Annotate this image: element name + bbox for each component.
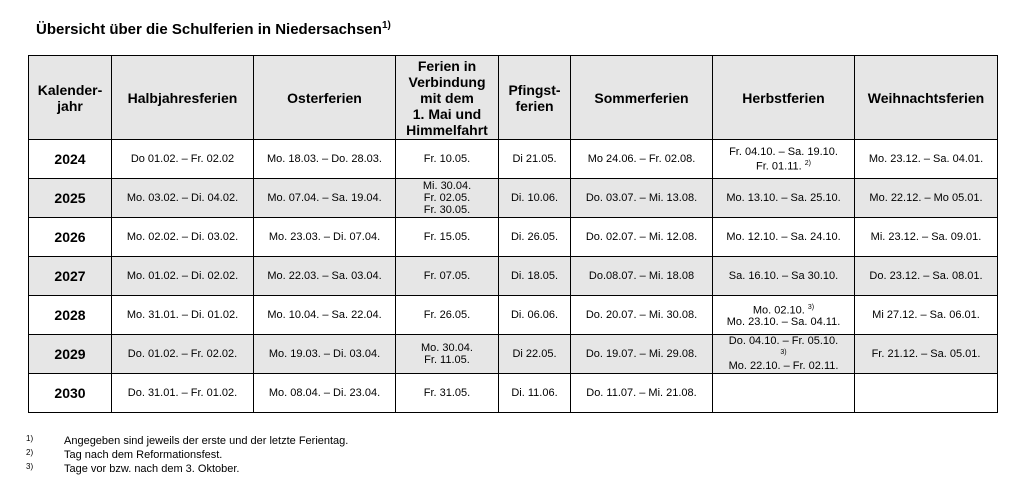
year-cell (29, 218, 112, 257)
date-line: Di 21.05. (512, 153, 557, 165)
date-line: Mo 24.06. – Fr. 02.08. (587, 153, 696, 165)
ostern-cell (254, 179, 396, 218)
pfingsten-cell (499, 374, 571, 413)
pfingsten-cell (499, 218, 571, 257)
page-title (36, 20, 391, 38)
mai-cell (396, 179, 499, 218)
date-line: Di 22.05. (512, 348, 557, 360)
date-line: Do. 11.07. – Mi. 21.08. (586, 387, 697, 399)
date-text: Mo. 22.10. – Fr. 02.11. (728, 360, 839, 373)
date-line: Mo. 02.02. – Di. 03.02. (126, 231, 239, 243)
date-line: Mo. 01.02. – Di. 02.02. (126, 270, 239, 282)
footnote-ref: 3) (780, 348, 787, 356)
weihnachten-cell (855, 218, 998, 257)
date-line: Fr. 11.05. (424, 354, 470, 366)
sommer-cell (571, 140, 713, 179)
footnote (26, 448, 348, 462)
herbst-cell (713, 335, 855, 374)
date-line: Mo. 22.12. – Mo 05.01. (869, 192, 983, 204)
footnote-ref: 3) (807, 303, 815, 311)
date-text: Mo. 12.10. – Sa. 24.10. (726, 231, 841, 243)
date-line: Mo. 03.02. – Di. 04.02. (126, 192, 239, 204)
date-text: Mo. 13.10. – Sa. 25.10. (726, 192, 841, 204)
herbst-cell (713, 179, 855, 218)
weihnachten-cell (855, 179, 998, 218)
sommer-cell (571, 257, 713, 296)
col-osterferien-header (254, 56, 396, 140)
col-halbjahresferien-header (112, 56, 254, 140)
header-label-line: Sommerferien (594, 89, 689, 106)
date-line: Di. 10.06. (510, 192, 559, 204)
date-line: Mi. 23.12. – Sa. 09.01. (870, 231, 982, 243)
pfingsten-cell (499, 179, 571, 218)
year-value: 2027 (54, 268, 86, 284)
footnotes (26, 434, 348, 476)
date-line: Do. 31.01. – Fr. 01.02. (127, 387, 238, 399)
footnote-mark: 2) (26, 448, 34, 457)
date-line: Do. 20.07. – Mi. 30.08. (585, 309, 698, 321)
date-line: Mo. 08.04. – Di. 23.04. (268, 387, 381, 399)
year-value: 2026 (54, 229, 86, 245)
table-body (29, 140, 998, 413)
col-pfingstferien-header (499, 56, 571, 140)
sommer-cell (571, 296, 713, 335)
date-line: Mo. 23.03. – Di. 07.04. (268, 231, 381, 243)
date-line (715, 361, 852, 372)
footnote (26, 462, 348, 476)
sommer-cell (571, 374, 713, 413)
date-text: Mo. 02.10. (752, 304, 805, 317)
table-row (29, 179, 998, 218)
header-label-line: Osterferien (287, 89, 362, 106)
mai-cell (396, 335, 499, 374)
title-footnote-mark: 1) (381, 20, 391, 31)
col-herbstferien-header (713, 56, 855, 140)
ostern-cell (254, 257, 396, 296)
title-text: Übersicht über die Schulferien in Niedersachsen (36, 21, 382, 38)
col-mai-himmelfahrt-header (396, 56, 499, 140)
header-label-line: Kalender- (37, 81, 103, 98)
footnote (26, 434, 348, 448)
header-label-line: Verbindung (408, 73, 486, 90)
sommer-cell (571, 335, 713, 374)
table-row (29, 257, 998, 296)
date-line: Fr. 10.05. (423, 153, 471, 165)
header-label-line: Weihnachtsferien (867, 89, 985, 106)
year-value: 2029 (54, 346, 86, 362)
ostern-cell (254, 296, 396, 335)
date-line (715, 302, 852, 317)
date-line (715, 146, 852, 158)
footnote-mark: 1) (26, 434, 34, 443)
footnote-text: Tag nach dem Reformationsfest. (64, 449, 223, 461)
date-text: Sa. 16.10. – Sa 30.10. (728, 270, 839, 282)
date-line: Di. 26.05. (510, 231, 559, 243)
col-sommerferien-header (571, 56, 713, 140)
weihnachten-cell (855, 335, 998, 374)
year-cell (29, 296, 112, 335)
halbjahr-cell (112, 140, 254, 179)
table-row (29, 335, 998, 374)
weihnachten-cell (855, 296, 998, 335)
mai-cell (396, 140, 499, 179)
date-line: Do. 02.07. – Mi. 12.08. (585, 231, 698, 243)
date-line (715, 192, 852, 204)
date-line: Fr. 07.05. (423, 270, 471, 282)
halbjahr-cell (112, 335, 254, 374)
date-line: Fr. 15.05. (423, 231, 471, 243)
date-line: Mo. 07.04. – Sa. 19.04. (267, 192, 382, 204)
date-line: Mo. 23.12. – Sa. 04.01. (868, 153, 984, 165)
footnote-text: Tage vor bzw. nach dem 3. Oktober. (64, 463, 240, 475)
mai-cell (396, 296, 499, 335)
date-line: Mi. 30.04. (422, 180, 472, 192)
mai-cell (396, 374, 499, 413)
date-line: Di. 18.05. (510, 270, 559, 282)
footnote-text: Angegeben sind jeweils der erste und der letzte Ferientag. (64, 435, 349, 447)
date-line: Do. 03.07. – Mi. 13.08. (585, 192, 698, 204)
date-line (715, 270, 852, 282)
col-weihnachtsferien-header (855, 56, 998, 140)
date-line: Mo. 22.03. – Sa. 03.04. (267, 270, 382, 282)
date-line: Di. 06.06. (510, 309, 559, 321)
date-line: Mo. 31.01. – Di. 01.02. (126, 309, 239, 321)
date-line: Fr. 30.05. (423, 204, 471, 216)
ostern-cell (254, 335, 396, 374)
header-label-line: mit dem (420, 89, 474, 106)
halbjahr-cell (112, 179, 254, 218)
header-label-line: ferien (515, 97, 554, 114)
header-label-line: Himmelfahrt (406, 121, 488, 138)
header-label-line: jahr (57, 97, 83, 114)
pfingsten-cell (499, 257, 571, 296)
date-line: Do.08.07. – Mi. 18.08 (588, 270, 695, 282)
holiday-table (28, 55, 998, 413)
pfingsten-cell (499, 296, 571, 335)
header-label-line: Pfingst- (508, 81, 561, 98)
date-line: Fr. 26.05. (423, 309, 471, 321)
date-line (715, 231, 852, 243)
date-line: Do 01.02. – Fr. 02.02 (130, 153, 235, 165)
herbst-cell (713, 296, 855, 335)
date-line: Mo. 30.04. (421, 342, 473, 354)
table-row (29, 218, 998, 257)
weihnachten-cell (855, 374, 998, 413)
date-line: Mo. 19.03. – Di. 03.04. (268, 348, 381, 360)
date-line: Do. 01.02. – Fr. 02.02. (127, 348, 238, 360)
date-text: Do. 04.10. – Fr. 05.10. (728, 334, 839, 347)
halbjahr-cell (112, 296, 254, 335)
date-line: Do. 19.07. – Mi. 29.08. (585, 348, 698, 360)
date-line: Mo. 18.03. – Do. 28.03. (267, 153, 382, 165)
herbst-cell (713, 140, 855, 179)
table-row (29, 296, 998, 335)
mai-cell (396, 218, 499, 257)
ostern-cell (254, 140, 396, 179)
date-line: Di. 11.06. (511, 387, 558, 399)
date-text: Fr. 04.10. – Sa. 19.10. (729, 145, 838, 158)
date-text: Fr. 01.11. (756, 160, 802, 173)
header-label-line: Herbstferien (742, 89, 825, 106)
year-cell (29, 179, 112, 218)
table-row (29, 140, 998, 179)
halbjahr-cell (112, 374, 254, 413)
sommer-cell (571, 179, 713, 218)
year-value: 2024 (54, 151, 86, 167)
year-cell (29, 374, 112, 413)
year-cell (29, 335, 112, 374)
header-label-line: Halbjahresferien (127, 89, 238, 106)
date-line (715, 347, 852, 362)
weihnachten-cell (855, 257, 998, 296)
pfingsten-cell (499, 335, 571, 374)
date-line (715, 316, 852, 328)
footnote-ref: 2) (804, 159, 811, 167)
year-cell (29, 140, 112, 179)
herbst-cell (713, 374, 855, 413)
date-line: Mo. 10.04. – Sa. 22.04. (267, 309, 382, 321)
table-header-row (29, 56, 998, 140)
date-text: Mo. 23.10. – Sa. 04.11. (726, 316, 841, 329)
year-value: 2028 (54, 307, 86, 323)
pfingsten-cell (499, 140, 571, 179)
herbst-cell (713, 218, 855, 257)
date-line: Fr. 21.12. – Sa. 05.01. (871, 348, 981, 360)
date-line: Do. 23.12. – Sa. 08.01. (869, 270, 983, 282)
ostern-cell (254, 374, 396, 413)
header-label-line: Ferien in (417, 57, 477, 74)
year-value: 2025 (54, 190, 86, 206)
mai-cell (396, 257, 499, 296)
herbst-cell (713, 257, 855, 296)
sommer-cell (571, 218, 713, 257)
table-row (29, 374, 998, 413)
date-line: Mi 27.12. – Sa. 06.01. (872, 309, 980, 321)
year-value: 2030 (54, 385, 86, 401)
footnote-mark: 3) (26, 462, 34, 471)
date-line: Fr. 02.05. (423, 192, 471, 204)
halbjahr-cell (112, 218, 254, 257)
date-line: Fr. 31.05. (423, 387, 471, 399)
date-line (715, 336, 852, 347)
header-label-line: 1. Mai und (412, 105, 482, 122)
date-line (715, 158, 852, 173)
year-cell (29, 257, 112, 296)
halbjahr-cell (112, 257, 254, 296)
weihnachten-cell (855, 140, 998, 179)
col-kalenderjahr-header (29, 56, 112, 140)
ostern-cell (254, 218, 396, 257)
